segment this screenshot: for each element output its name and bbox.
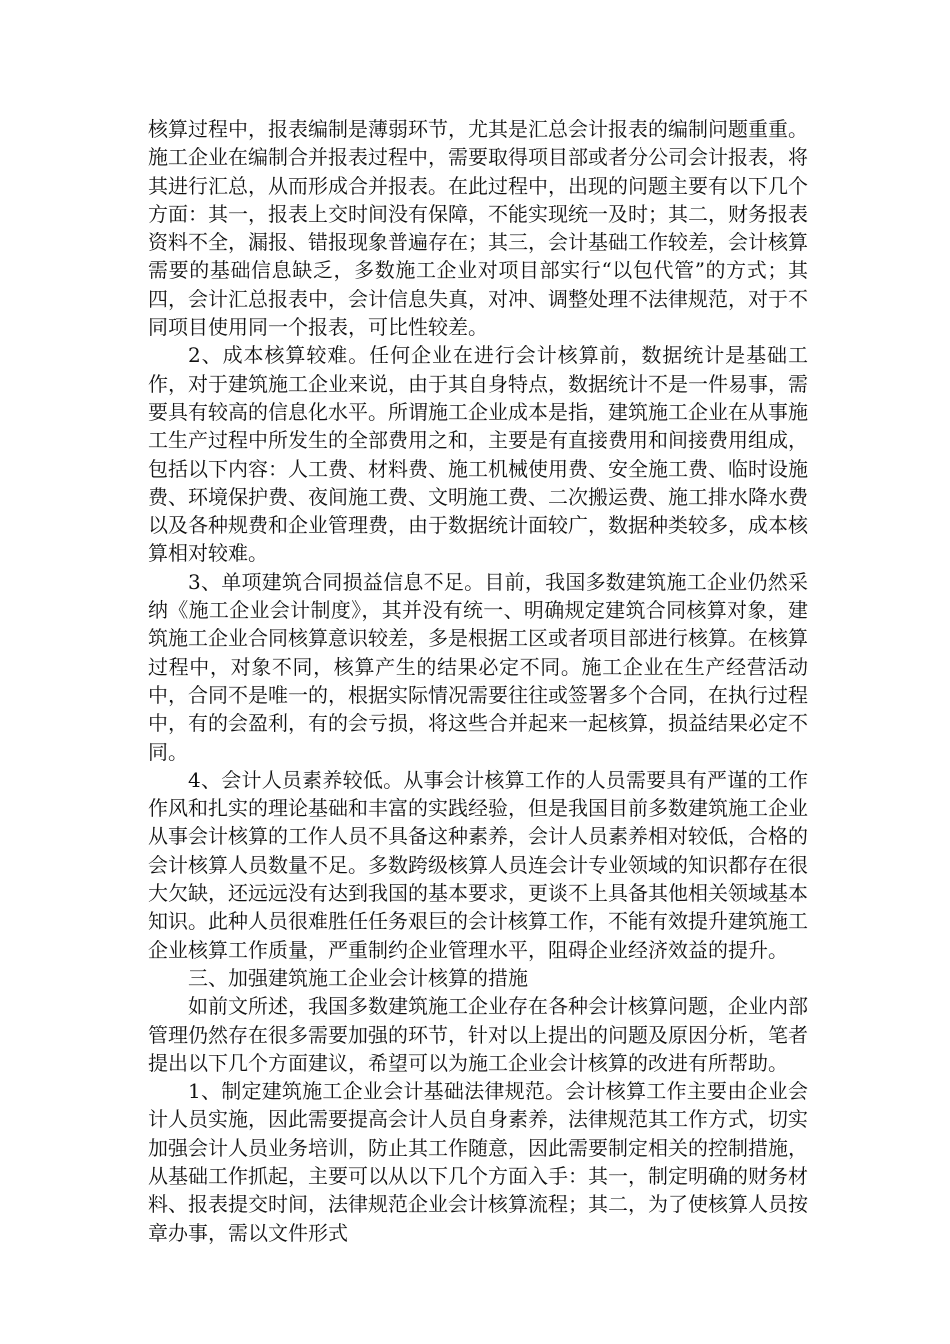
- paragraph-cost-accounting: 2、成本核算较难。任何企业在进行会计核算前，数据统计是基础工作，对于建筑施工企业来说，由于其自身特点，数据统计不是一件易事，需要具有较高的信息化水平。所谓施工企业成本是指，建筑施工企业在从事施工生产过程中所发生的全部费用之和，主要是有直接费用和间接费用组成，包括以下内容：人工费、材料费、施工机械使用费、安全施工费、临时设施费、环境保护费、夜间施工费、文明施工费、二次搬运费、施工排水降水费以及各种规费和企业管理费，由于数据统计面较广，数据种类较多，成本核算相对较难。: [148, 343, 808, 566]
- paragraph-legal-norms: 1、制定建筑施工企业会计基础法律规范。会计核算工作主要由企业会计人员实施，因此需要提高会计人员自身素养，法律规范其工作方式，切实加强会计人员业务培训，防止其工作随意，因此需要制定相关的控制措施，从基础工作抓起，主要可以从以下几个方面入手：其一，制定明确的财务材料、报表提交时间，法律规范企业会计核算流程；其二，为了使核算人员按章办事，需以文件形式: [148, 1079, 808, 1245]
- section-heading-measures: 三、加强建筑施工企业会计核算的措施: [188, 965, 528, 990]
- paragraph-staff-quality: 4、会计人员素养较低。从事会计核算工作的人员需要具有严谨的工作作风和扎实的理论基础和丰富的实践经验，但是我国目前多数建筑施工企业从事会计核算的工作人员不具备这种素养，会计人员素养相对较低，合格的会计核算人员数量不足。多数跨级核算人员连会计专业领域的知识都存在很大欠缺，还远远没有达到我国的基本要求，更谈不上具备其他相关领域基本知识。此种人员很难胜任任务艰巨的会计核算工作，不能有效提升建筑施工企业核算工作质量，严重制约企业管理水平，阻碍企业经济效益的提升。: [148, 767, 808, 962]
- document-body: [148, 115, 808, 1247]
- paragraph-reporting-issues: 核算过程中，报表编制是薄弱环节，尤其是汇总会计报表的编制问题重重。施工企业在编制合并报表过程中，需要取得项目部或者分公司会计报表，将其进行汇总，从而形成合并报表。在此过程中，出现的问题主要有以下几个方面：其一，报表上交时间没有保障，不能实现统一及时；其二，财务报表资料不全，漏报、错报现象普遍存在；其三，会计基础工作较差，会计核算需要的基础信息缺乏，多数施工企业对项目部实行“以包代管”的方式；其四，会计汇总报表中，会计信息失真，对冲、调整处理不法律规范，对于不同项目使用同一个报表，可比性较差。: [148, 117, 808, 340]
- paragraph-contract-profit-loss: 3、单项建筑合同损益信息不足。目前，我国多数建筑施工企业仍然采纳《施工企业会计制度》，其并没有统一、明确规定建筑合同核算对象，建筑施工企业合同核算意识较差，多是根据工区或者项目部进行核算。在核算过程中，对象不同，核算产生的结果必定不同。施工企业在生产经营活动中，合同不是唯一的，根据实际情况需要往往或签署多个合同，在执行过程中，有的会盈利，有的会亏损，将这些合并起来一起核算，损益结果必定不同。: [148, 569, 808, 764]
- paragraph-measures-intro: 如前文所述，我国多数建筑施工企业存在各种会计核算问题，企业内部管理仍然存在很多需要加强的环节，针对以上提出的问题及原因分析，笔者提出以下几个方面建议，希望可以为施工企业会计核算的改进有所帮助。: [148, 994, 808, 1075]
